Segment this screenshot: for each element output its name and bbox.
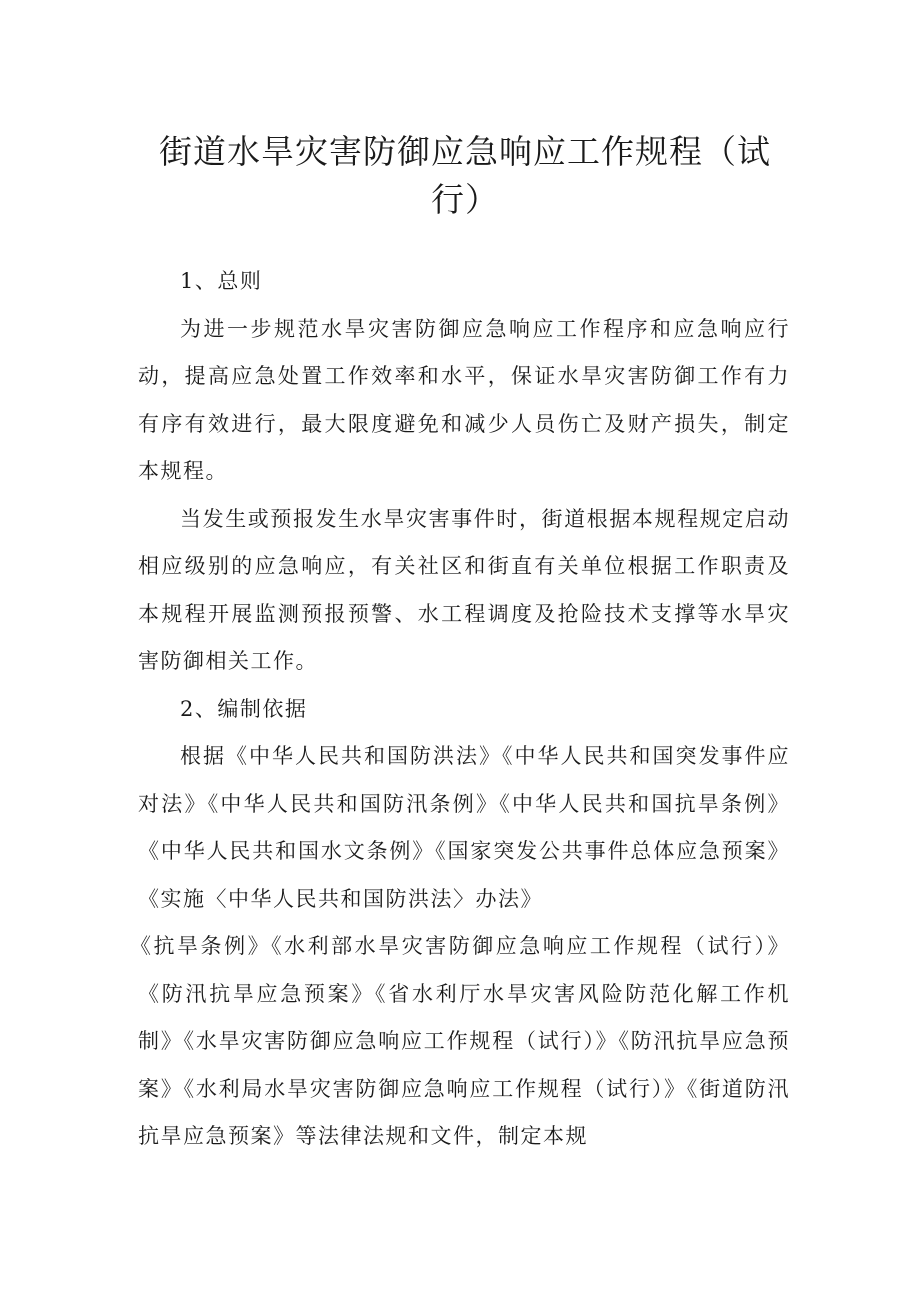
paragraph: 根据《中华人民共和国防洪法》《中华人民共和国突发事件应对法》《中华人民共和国防汛条例》《中华人民共和国抗旱条例》《中华人民共和国水文条例》《国家突发公共事件总体应急预案》《实施〈中华人民共和国防洪法〉办法》 <box>138 744 790 911</box>
paragraph: 《抗旱条例》《水利部水旱灾害防御应急响应工作规程（试行）》《防汛抗旱应急预案》《省水利厅水旱灾害风险防范化解工作机制》《水旱灾害防御应急响应工作规程（试行）》《防汛抗旱应急预案》《水利局水旱灾害防御应急响应工作规程（试行）》《街道防汛抗旱应急预案》等法律法规和文件，制定本规 <box>130 934 790 1148</box>
section-heading: 1、总则 <box>180 269 263 293</box>
paragraph: 当发生或预报发生水旱灾害事件时，街道根据本规程规定启动相应级别的应急响应，有关社区和街直有关单位根据工作职责及本规程开展监测预报预警、水工程调度及抢险技术支撑等水旱灾害防御相关工作。 <box>138 506 790 673</box>
paragraph: 为进一步规范水旱灾害防御应急响应工作程序和应急响应行动，提高应急处置工作效率和水平，保证水旱灾害防御工作有力有序有效进行，最大限度避免和减少人员伤亡及财产损失，制定本规程。 <box>138 316 790 483</box>
document-body <box>130 258 790 1161</box>
document-title: 街道水旱灾害防御应急响应工作规程（试行） <box>159 132 771 219</box>
section-heading: 2、编制依据 <box>180 696 308 721</box>
